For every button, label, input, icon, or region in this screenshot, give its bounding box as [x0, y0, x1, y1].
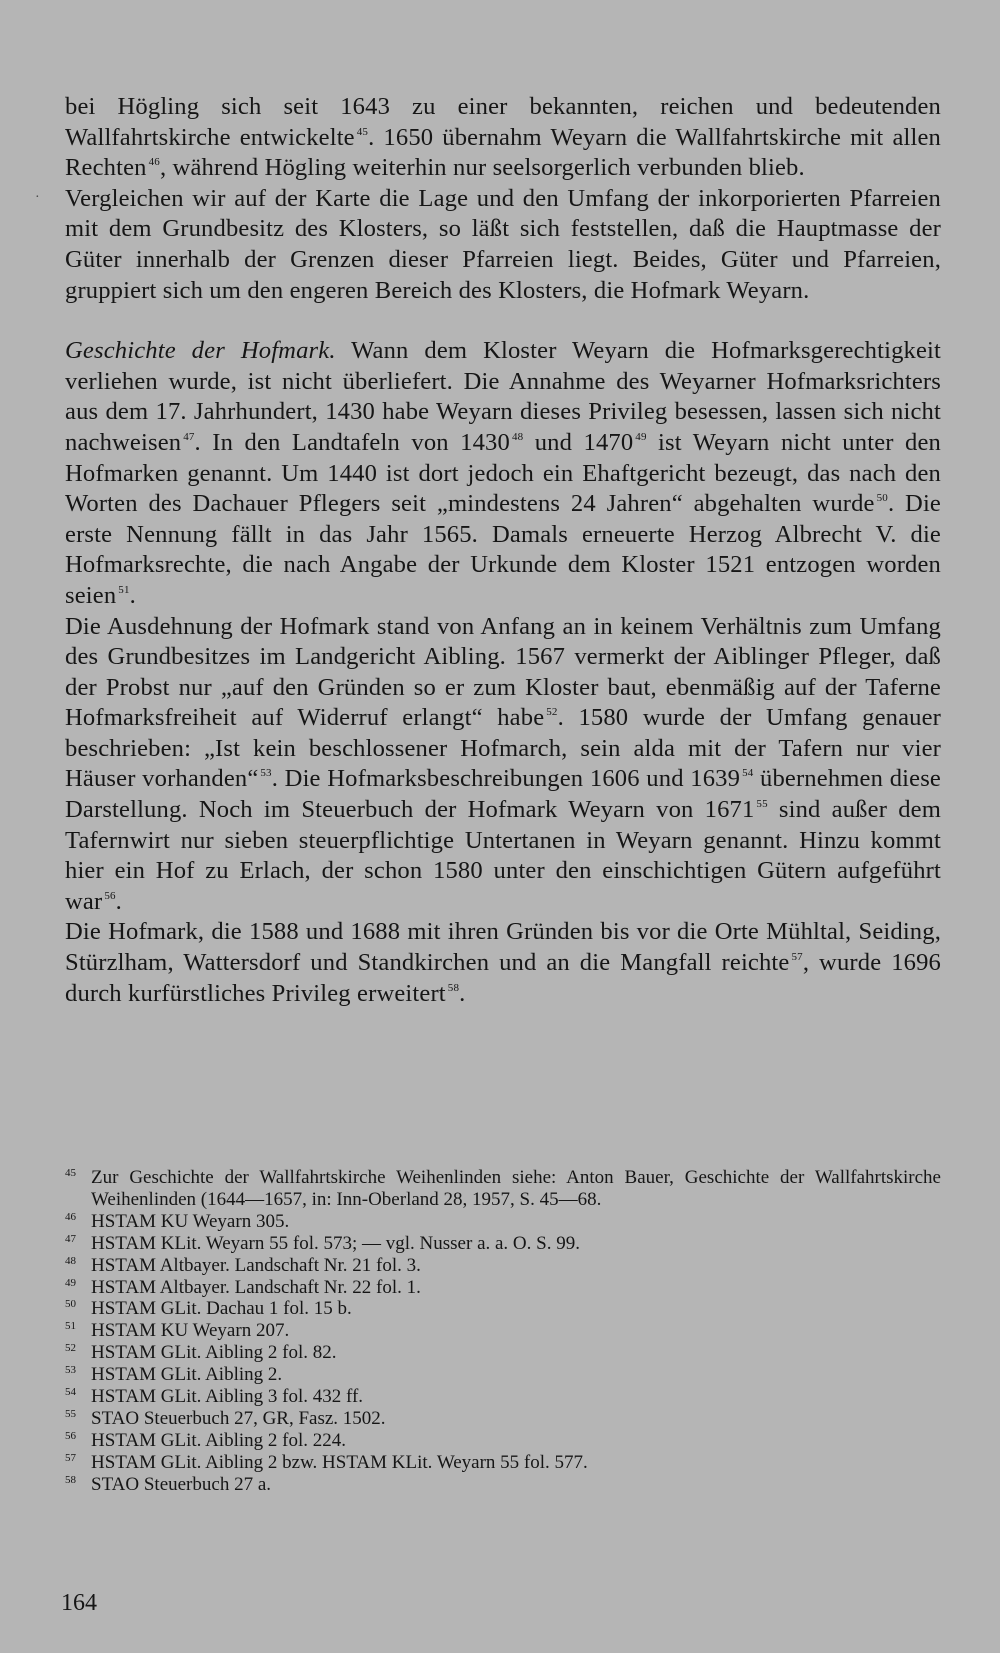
paragraph: [65, 184, 941, 306]
footnote-reference: 55: [756, 798, 768, 811]
footnote-number: 45: [65, 1167, 76, 1179]
footnote: [65, 1430, 941, 1452]
footnote-reference: 57: [791, 951, 803, 964]
text-run: Vergleichen wir auf der Karte die Lage und den Umfang der inkorporierten Pfarreien mit dem Grundbesitz des Klosters, so läßt sich feststellen, daß die Hauptmasse der Güter innerhalb der Grenzen dieser Pfarreien liegt. Beides, Güter und Pfarreien, gruppiert sich um den engeren Bereich des Klosters, die Hofmark Weyarn.: [65, 184, 941, 304]
text-run: .: [115, 887, 122, 915]
footnote-text: STAO Steuerbuch 27 a.: [91, 1473, 271, 1495]
text-run: . Die Hofmarksbeschreibungen 1606 und 1639: [271, 765, 741, 793]
footnote-number: 53: [65, 1364, 76, 1377]
footnote-reference: 49: [635, 430, 647, 443]
footnote: [65, 1233, 941, 1255]
footnote-reference: 54: [742, 767, 754, 780]
text-run: Die Hofmark, die 1588 und 1688 mit ihren Gründen bis vor die Orte Mühltal, Seiding, Stürzlham, Wattersdorf und Standkirchen und an die Mangfall reichte: [65, 918, 941, 977]
footnote-text: HSTAM GLit. Aibling 2 fol. 224.: [91, 1429, 346, 1451]
text-run: bei Högling sich seit 1643 zu einer bekannten, reichen und bedeutenden Wallfahrtskirche entwickelte: [65, 93, 941, 151]
footnote-number: 58: [65, 1473, 76, 1486]
footnote: [65, 1474, 941, 1496]
footnote-number: 49: [65, 1276, 76, 1289]
footnote-reference: 52: [546, 706, 558, 719]
footnote-reference: 48: [511, 430, 524, 443]
footnote-text: HSTAM GLit. Aibling 2 bzw. HSTAM KLit. Weyarn 55 fol. 577.: [91, 1451, 588, 1473]
footnote-reference: 58: [447, 981, 460, 994]
footnote-text: Zur Geschichte der Wallfahrtskirche Weihenlinden siehe: Anton Bauer, Geschichte der Wallfahrtskirche Weihenlinden (1644—1657, in: Inn-Oberland 28, 1957, S. 45—68.: [91, 1167, 941, 1210]
footnote: [65, 1298, 941, 1320]
text-run: übernehmen diese Darstellung. Noch im Steuerbuch der Hofmark Weyarn von 1671: [65, 765, 941, 824]
footnote-reference: 47: [183, 430, 195, 443]
section-heading: Geschichte der Hofmark.: [65, 337, 336, 365]
footnote-number: 57: [65, 1451, 76, 1464]
footnote: [65, 1255, 941, 1277]
footnote: [65, 1342, 941, 1364]
footnote: [65, 1364, 941, 1386]
paragraph: [65, 92, 941, 184]
footnotes: [65, 1167, 941, 1496]
footnote-reference: 45: [356, 125, 369, 138]
footnote: [65, 1167, 941, 1211]
text-run: Wann dem Kloster Weyarn die Hofmarksgerechtigkeit verliehen wurde, ist nicht überliefert. Die Annahme des Weyarner Hofmarksrichters aus dem 17. Jahrhundert, 1430 habe Weyarn dieses Privileg besessen, lassen sich nicht nachweisen: [65, 337, 941, 456]
text-run: sind außer dem Tafernwirt nur sieben steuerpflichtige Untertanen in Weyarn genannt. Hinzu kommt hier ein Hof zu Erlach, der schon 1580 unter den einschichtigen Gütern aufgeführt war: [65, 796, 941, 915]
page-number: 164: [61, 1590, 97, 1616]
text-run: . 1580 wurde der Umfang genauer beschrieben: „Ist kein beschlossener Hofmarch, sein alda mit der Tafern nur vier Häuser vorhanden“: [65, 704, 942, 793]
footnote: [65, 1386, 941, 1408]
footnote: [65, 1277, 941, 1299]
footnote: [65, 1320, 941, 1342]
footnote-text: HSTAM KU Weyarn 305.: [91, 1210, 290, 1232]
footnote: [65, 1452, 941, 1474]
footnote-text: HSTAM GLit. Aibling 3 fol. 432 ff.: [91, 1386, 364, 1408]
text-run: . Die erste Nennung fällt in das Jahr 1565. Damals erneuerte Herzog Albrecht V. die Hofmarksrechte, die nach Angabe der Urkunde dem Kloster 1521 entzogen worden seien: [65, 490, 942, 609]
text-run: .: [129, 581, 136, 609]
footnote-reference: 46: [148, 156, 160, 169]
text-run: .: [459, 979, 466, 1007]
paragraph: [65, 336, 941, 611]
text-run: . 1650 übernahm Weyarn die Wallfahrtskirche mit allen Rechten: [65, 123, 942, 182]
footnote: [65, 1408, 941, 1430]
footnote-text: HSTAM KLit. Weyarn 55 fol. 573; — vgl. Nusser a. a. O. S. 99.: [91, 1232, 580, 1254]
footnote-text: HSTAM Altbayer. Landschaft Nr. 22 fol. 1.: [91, 1276, 421, 1298]
margin-mark: ·: [35, 190, 40, 205]
footnote-number: 47: [65, 1232, 76, 1245]
footnote-text: HSTAM KU Weyarn 207.: [91, 1320, 290, 1342]
main-text: [65, 92, 941, 1009]
paragraph: [65, 612, 941, 918]
footnote-reference: 51: [118, 583, 130, 596]
paragraph-gap: [65, 306, 941, 336]
footnote-number: 48: [65, 1254, 76, 1267]
text-run: Die Ausdehnung der Hofmark stand von Anfang an in keinem Verhältnis zum Umfang des Grundbesitzes im Landgericht Aibling. 1567 vermerkt der Aiblinger Pfleger, daß der Probst nur „auf den Gründen so er zum Kloster baut, ebenmäßig auf der Taferne Hofmarksfreiheit auf Widerruf erlangt“ habe: [65, 612, 941, 732]
footnote-reference: 53: [260, 767, 272, 780]
footnote-text: HSTAM GLit. Aibling 2.: [91, 1364, 283, 1386]
text-run: ist Weyarn nicht unter den Hofmarken genannt. Um 1440 ist dort jedoch ein Ehaftgericht bezeugt, das nach den Worten des Dachauer Pflegers seit „mindestens 24 Jahren“ abgehalten wurde: [65, 428, 941, 518]
footnote-number: 56: [65, 1429, 76, 1442]
footnote-text: STAO Steuerbuch 27, GR, Fasz. 1502.: [91, 1407, 386, 1429]
text-run: , während Högling weiterhin nur seelsorgerlich verbunden blieb.: [159, 154, 805, 182]
footnote-number: 54: [65, 1386, 76, 1399]
text-run: , wurde 1696 durch kurfürstliches Privileg erweitert: [65, 949, 941, 1007]
footnote: [65, 1211, 941, 1233]
footnote-text: HSTAM GLit. Aibling 2 fol. 82.: [91, 1342, 337, 1364]
footnote-reference: 56: [104, 889, 116, 902]
footnote-number: 52: [65, 1342, 76, 1355]
text-run: . In den Landtafeln von 1430: [194, 428, 510, 456]
footnote-number: 55: [65, 1407, 76, 1420]
footnote-text: HSTAM GLit. Dachau 1 fol. 15 b.: [91, 1298, 352, 1320]
footnote-number: 46: [65, 1210, 76, 1223]
footnote-reference: 50: [876, 492, 888, 505]
footnote-number: 50: [65, 1298, 76, 1311]
text-run: und 1470: [523, 428, 634, 456]
paragraph: [65, 917, 941, 1009]
footnote-text: HSTAM Altbayer. Landschaft Nr. 21 fol. 3.: [91, 1254, 421, 1276]
footnote-number: 51: [65, 1320, 76, 1333]
